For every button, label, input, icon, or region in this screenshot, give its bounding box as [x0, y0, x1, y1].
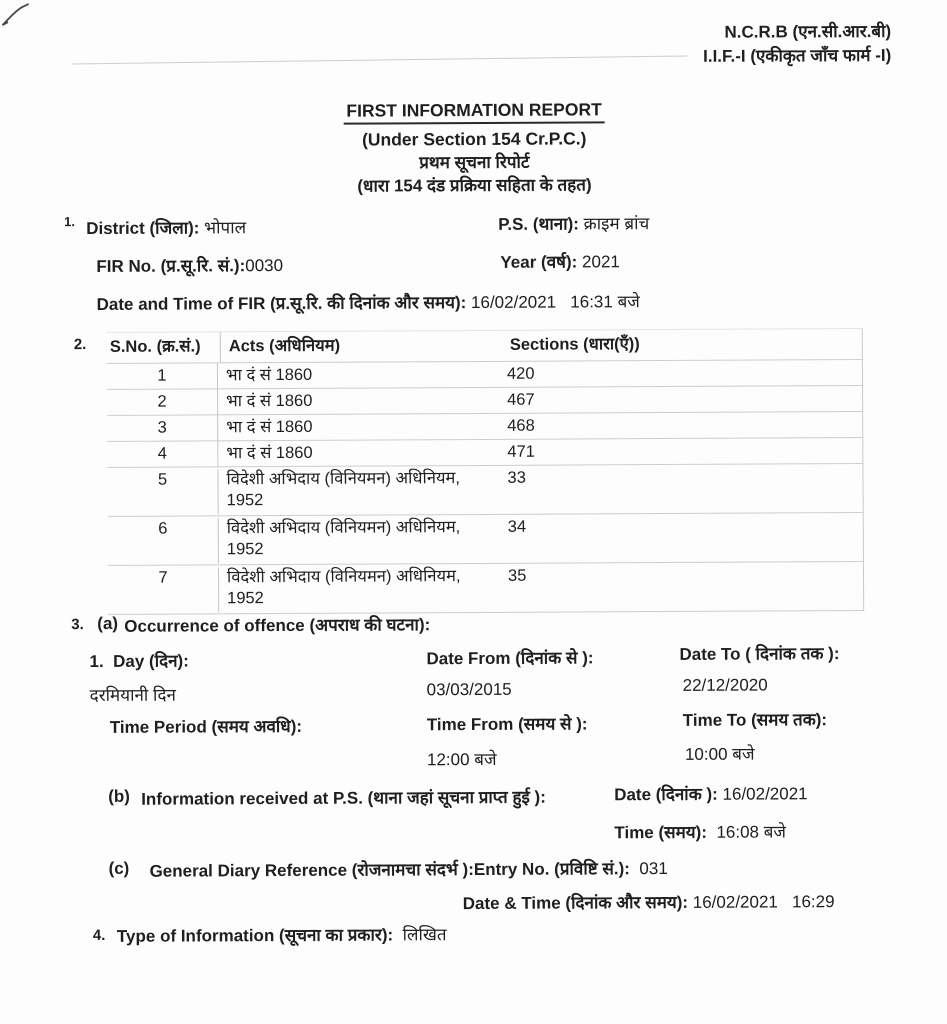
date-from-label: Date From (दिनांक से ): — [426, 648, 594, 669]
year-field — [500, 249, 620, 273]
ps-value: क्राइम ब्रांच — [583, 214, 650, 234]
gd-datetime-field — [463, 889, 835, 914]
document-title-hindi: प्रथम सूचना रिपोर्ट — [419, 152, 530, 173]
time-to-label: Time To (समय तक): — [682, 710, 828, 730]
row-sno: 1 — [157, 366, 167, 385]
ps-label: P.S. (थाना): — [498, 214, 579, 234]
section3-number: 3. — [71, 616, 84, 634]
fir-no-value: 0030 — [245, 256, 284, 276]
section1-number: 1. — [64, 214, 76, 230]
date-from-value: 03/03/2015 — [426, 679, 512, 700]
fir-datetime-field — [97, 289, 640, 315]
acts-table-header-row — [107, 329, 862, 364]
ps-field — [498, 211, 649, 235]
table-row — [107, 464, 862, 517]
table-row — [107, 438, 862, 468]
info-date-label: Date (दिनांक ): — [614, 784, 718, 805]
gd-reference-title: General Diary Reference (रोजनामचा संदर्भ ): — [149, 860, 474, 881]
col-header-sections: Sections (धारा(एँ)) — [509, 335, 640, 354]
row-section: 33 — [507, 468, 526, 487]
row-act: विदेशी अभिदाय (विनियमन) अधिनियम, 1952 — [218, 566, 498, 612]
section3a-label: (a) — [97, 613, 119, 633]
document-subtitle: (Under Section 154 Cr.P.C.) — [362, 128, 587, 150]
table-row — [107, 412, 862, 442]
type-of-information-label: Type of Information (सूचना का प्रकार): — [116, 925, 394, 946]
info-date-field — [614, 781, 808, 805]
agency-ncrb-line: N.C.R.B (एन.सी.आर.बी) — [724, 21, 892, 42]
row-sno: 2 — [157, 392, 167, 411]
time-to-value: 10:00 बजे — [684, 744, 755, 764]
info-time-field — [614, 819, 786, 843]
fir-no-label: FIR No. (प्र.सू.रि. सं.): — [96, 256, 246, 276]
row-act: भा दं सं 1860 — [217, 440, 497, 466]
day-value: दरमियानी दिन — [89, 685, 176, 706]
day-field: 1. Day (दिन): — [89, 651, 189, 672]
row-act: भा दं सं 1860 — [217, 388, 497, 414]
type-of-information-field — [117, 922, 447, 947]
document-title: FIRST INFORMATION REPORT — [343, 98, 604, 124]
row-sno: 5 — [157, 470, 168, 489]
acts-sections-table — [107, 328, 864, 615]
row-section: 34 — [507, 517, 527, 536]
info-received-title: Information received at P.S. (थाना जहां सूचना प्राप्त हुई ): — [141, 787, 546, 809]
year-label: Year (वर्ष): — [500, 252, 578, 272]
district-label: District (जिला): — [86, 218, 200, 239]
info-time-label: Time (समय): — [614, 822, 708, 843]
time-period-label: Time Period (समय अवधि): — [109, 716, 303, 737]
info-time-value: 16:08 बजे — [716, 822, 787, 842]
scan-artifact-line — [72, 55, 687, 64]
row-section: 35 — [507, 566, 527, 585]
info-date-value: 16/02/2021 — [722, 784, 808, 804]
row-section: 467 — [507, 390, 535, 409]
district-value: भोपाल — [204, 218, 247, 238]
gd-reference-field — [149, 856, 667, 882]
col-header-sno: S.No. (क्र.सं.) — [109, 337, 201, 356]
row-sno: 4 — [157, 444, 168, 463]
row-section: 471 — [507, 442, 535, 461]
row-section: 468 — [507, 416, 535, 435]
section3b-label: (b) — [108, 786, 130, 806]
fir-no-field — [96, 253, 283, 277]
row-act: भा दं सं 1860 — [217, 414, 497, 440]
col-header-acts: Acts (अधिनियम) — [220, 331, 500, 362]
section2-number: 2. — [73, 336, 87, 354]
gd-datetime-label: Date & Time (दिनांक और समय): — [462, 892, 689, 914]
section3c-label: (c) — [108, 858, 130, 878]
row-section: 420 — [506, 364, 535, 383]
district-field — [86, 215, 246, 239]
year-value: 2021 — [581, 252, 620, 272]
fir-datetime-value: 16/02/2021 16:31 बजे — [470, 292, 640, 313]
row-sno: 3 — [157, 418, 167, 437]
gd-entry-value: 031 — [639, 858, 668, 879]
table-row — [107, 386, 862, 416]
row-act: विदेशी अभिदाय (विनियमन) अधिनियम, 1952 — [217, 468, 497, 514]
agency-header — [703, 20, 891, 69]
occurrence-title: Occurrence of offence (अपराध की घटना): — [124, 615, 431, 636]
document-title-block — [1, 97, 947, 200]
date-to-label: Date To ( दिनांक तक ): — [679, 644, 840, 664]
gd-datetime-value: 16/02/2021 16:29 — [692, 892, 835, 912]
gd-entry-label: Entry No. (प्रविष्टि सं.): — [473, 859, 630, 880]
type-of-information-value: लिखित — [402, 925, 447, 945]
fir-datetime-label: Date and Time of FIR (प्र.सू.रि. की दिनांक और समय): — [96, 293, 467, 314]
table-row — [107, 360, 862, 390]
document-subtitle-hindi: (धारा 154 दंड प्रक्रिया सहिता के तहत) — [357, 175, 592, 196]
row-sno: 7 — [158, 568, 168, 587]
pen-mark-icon — [0, 2, 40, 32]
time-from-label: Time From (समय से ): — [426, 714, 588, 735]
row-sno: 6 — [158, 519, 168, 538]
day-label: Day (दिन): — [113, 651, 189, 671]
time-from-value: 12:00 बजे — [426, 749, 497, 770]
table-row — [108, 562, 863, 615]
section4-number: 4. — [92, 926, 106, 945]
table-row — [108, 513, 863, 566]
row-act: भा दं सं 1860 — [217, 362, 497, 388]
date-to-value: 22/12/2020 — [682, 675, 768, 695]
row-act: विदेशी अभिदाय (विनियमन) अधिनियम, 1952 — [218, 517, 498, 563]
agency-iif-line: I.I.F.-I (एकीकृत जाँच फार्म -I) — [703, 45, 892, 66]
